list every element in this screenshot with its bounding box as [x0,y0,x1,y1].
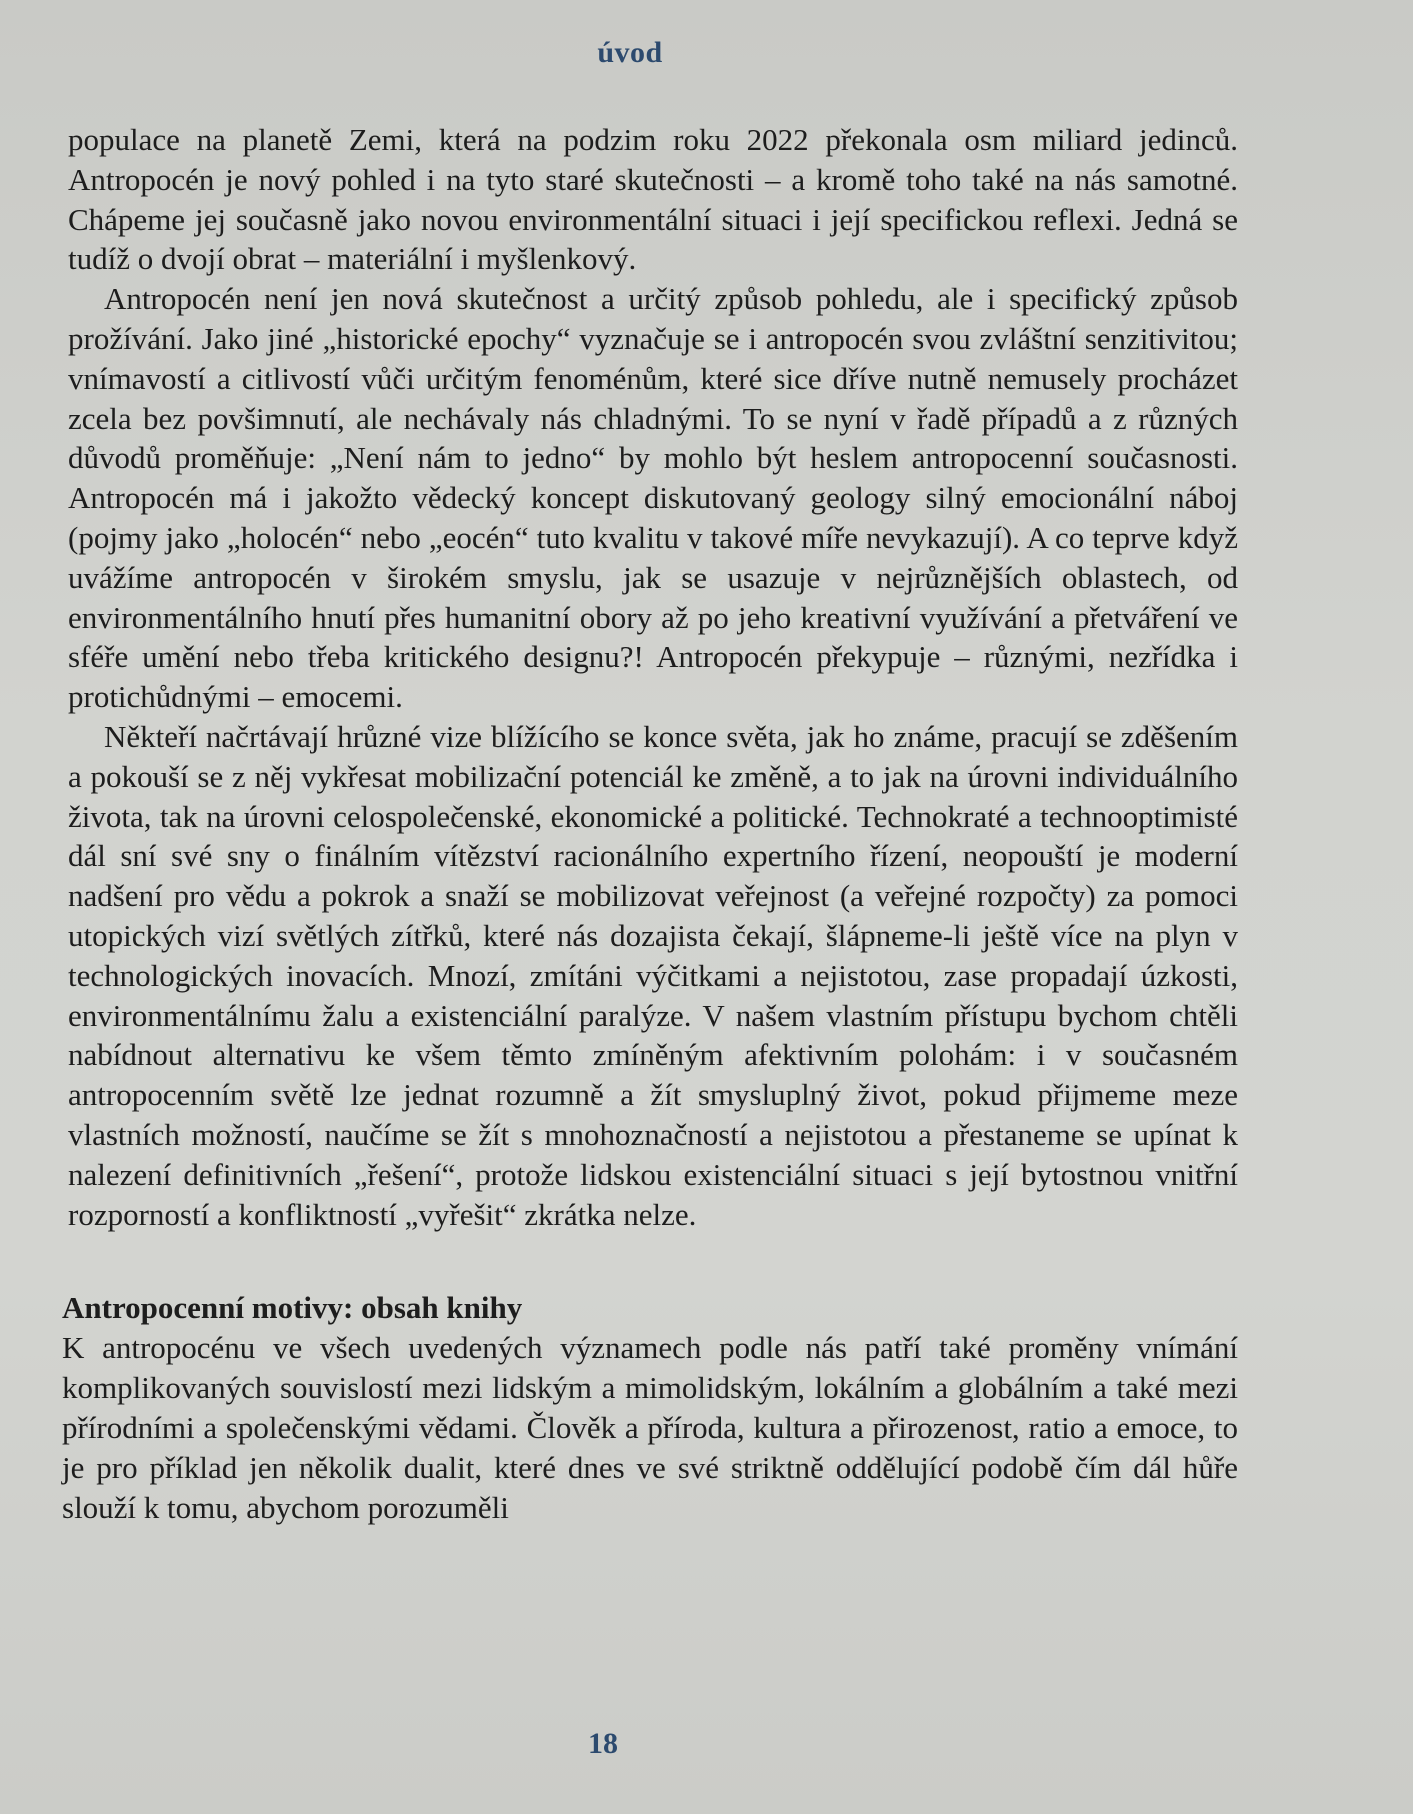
paragraph-2: Antropocén není jen nová skutečnost a určitý způsob pohledu, ale i specifický způsob prožívání. Jako jiné „historické epochy“ vyznačuje se i antropocén svou zvláštní senzitivitou; vnímavostí a citlivostí vůči určitým fenoménům, které sice dříve nutně nemusely procházet zcela bez povšimnutí, ale nechávaly nás chladnými. To se nyní v řadě případů a z různých důvodů proměňuje: „Není nám to jedno“ by mohlo být heslem antropocenní současnosti. Antropocén má i jakožto vědecký koncept diskutovaný geology silný emocionální náboj (pojmy jako „holocén“ nebo „eocén“ tuto kvalitu v takové míře nevykazují). A co teprve když uvážíme antropocén v širokém smyslu, jak se usazuje v nejrůznějších oblastech, od environmentálního hnutí přes humanitní obory až po jeho kreativní využívání a přetváření ve sféře umění nebo třeba kritického designu?! Antropocén překypuje – různými, nezřídka i protichůdnými – emocemi. [68,281,1238,715]
page-number: 18 [588,1727,618,1760]
paragraph-1: populace na planetě Zemi, která na podzim roku 2022 překonala osm miliard jedinců. Antropocén je nový pohled i na tyto staré skutečnosti – a kromě toho také na nás samotné. Chápeme jej současně jako novou environmentální situaci i její specifickou reflexi. Jedná se tudíž o dvojí obrat – materiální i myšlenkový. [68,122,1238,277]
running-head: úvod [597,36,663,69]
body-text [62,120,1238,1527]
paragraph-3: Někteří načrtávají hrůzné vize blížícího se konce světa, jak ho známe, pracují se zděšením a pokouší se z něj vykřesat mobilizační potenciál ke změně, a to jak na úrovni individuálního života, tak na úrovni celospolečenské, ekonomické a politické. Technokraté a technooptimisté dál sní své sny o finálním vítězství racionálního expertního řízení, neopouští je moderní nadšení pro vědu a pokrok a snaží se mobilizovat veřejnost (a veřejné rozpočty) za pomoci utopických vizí světlých zítřků, které nás dozajista čekají, šlápneme-li ještě více na plyn v technologických inovacích. Mnozí, zmítáni výčitkami a nejistotou, zase propadají úzkosti, environmentálnímu žalu a existenciální paralýze. V našem vlastním přístupu bychom chtěli nabídnout alternativu ke všem těmto zmíněným afektivním polohám: i v současném antropocenním světě lze jednat rozumně a žít smysluplný život, pokud přijmeme meze vlastních možností, naučíme se žít s mnohoznačností a nejistotou a přestaneme se upínat k nalezení definitivních „řešení“, protože lidskou existenciální situaci s její bytostnou vnitřní rozporností a konfliktností „vyřešit“ zkrátka nelze. [68,718,1238,1232]
section-heading: Antropocenní motivy: obsah knihy [62,1290,523,1326]
section-paragraph: K antropocénu ve všech uvedených významech podle nás patří také proměny vnímání komplikovaných souvislostí mezi lidským a mimolidským, lokálním a globálním a také mezi přírodními a společenskými vědami. Člověk a příroda, kultura a přirozenost, ratio a emoce, to je pro příklad jen několik dualit, které dnes ve své striktně oddělující podobě čím dál hůře slouží k tomu, abychom porozuměli [62,1330,1238,1525]
